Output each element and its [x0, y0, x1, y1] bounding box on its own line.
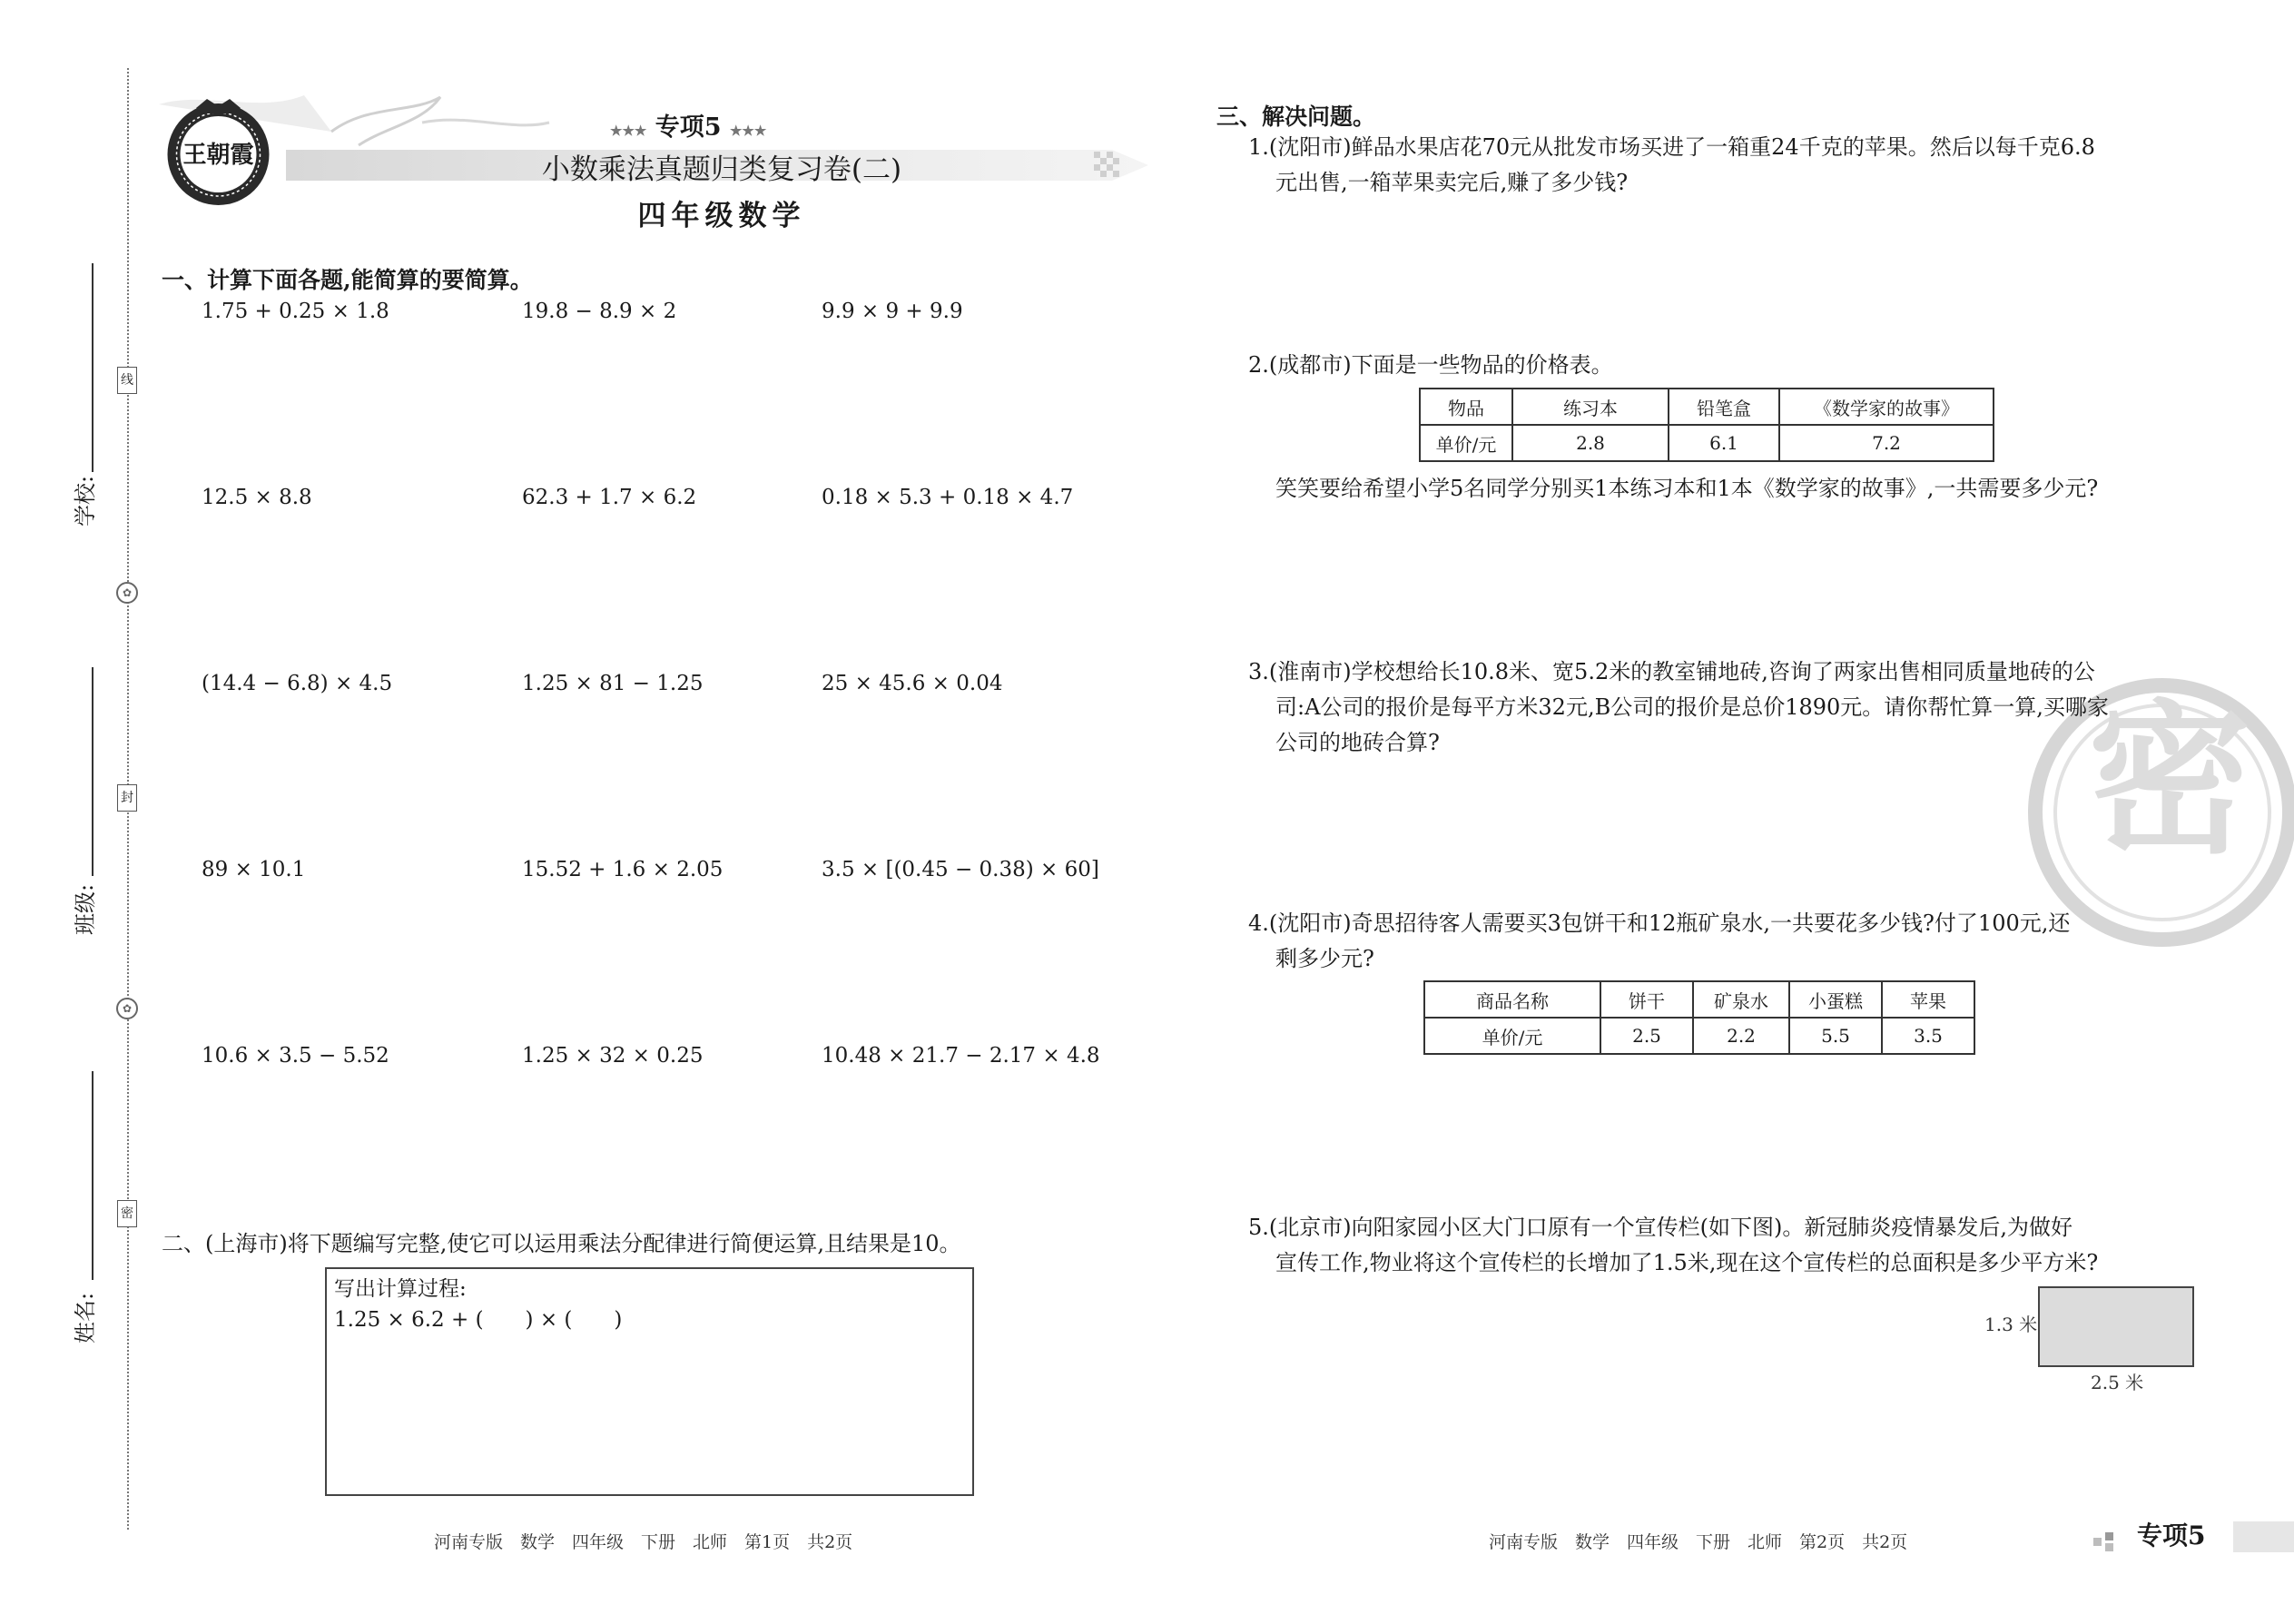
problem-4-line-1: 4.(沈阳市)奇思招待客人需要买3包饼干和12瓶矿泉水,一共要花多少钱?付了100元,还 [1248, 910, 2071, 936]
answer-box-label: 写出计算过程: [334, 1277, 467, 1301]
star-decoration-icon: ★★★ [729, 123, 767, 139]
calc-problem: (14.4 − 6.8) × 4.5 [202, 672, 393, 695]
seal-knot-icon: ✿ [116, 998, 138, 1019]
problem-3 [1248, 655, 2109, 761]
calc-problem: 10.6 × 3.5 − 5.52 [202, 1044, 389, 1068]
seal-line-box: 线 [117, 367, 137, 394]
section-1-heading: 一、计算下面各题,能简算的要简算。 [162, 267, 533, 293]
name-label: 姓名: [73, 1292, 98, 1343]
calc-problem: 19.8 − 8.9 × 2 [522, 300, 677, 323]
answer-box [325, 1267, 974, 1496]
calc-problem: 62.3 + 1.7 × 6.2 [522, 486, 697, 509]
table-cell: 物品 [1420, 389, 1512, 425]
calc-problem: 3.5 × [(0.45 − 0.38) × 60] [822, 858, 1099, 881]
calc-problem: 12.5 × 8.8 [202, 486, 312, 509]
price-table-1 [1419, 388, 1994, 462]
calc-problem: 89 × 10.1 [202, 858, 306, 881]
table-row [1420, 425, 1994, 461]
problem-5-line-2: 宣传工作,物业将这个宣传栏的长增加了1.5米,现在这个宣传栏的总面积是多少平方米? [1275, 1250, 2099, 1275]
seal-feng-box: 封 [117, 784, 137, 812]
watermark-text: 密 [2088, 684, 2252, 876]
problem-2-line-2: 笑笑要给希望小学5名同学分别买1本练习本和1本《数学家的故事》,一共需要多少元? [1275, 476, 2099, 501]
table-cell: 2.8 [1512, 425, 1669, 461]
school-label: 学校: [73, 475, 98, 527]
table-row [1420, 389, 1994, 425]
bulletin-board-figure [2038, 1286, 2194, 1367]
problem-1-line-2: 元出售,一箱苹果卖完后,赚了多少钱? [1275, 170, 1629, 195]
problem-4 [1248, 906, 2070, 977]
problem-2-line-1: 2.(成都市)下面是一些物品的价格表。 [1248, 352, 1613, 378]
table-cell: 铅笔盒 [1669, 389, 1779, 425]
table-cell: 矿泉水 [1693, 981, 1789, 1018]
problem-5 [1248, 1210, 2098, 1281]
answer-box-expression: 1.25 × 6.2 + ( ) × ( ) [334, 1308, 623, 1332]
page-title: 小数乘法真题归类复习卷(二) [541, 153, 902, 186]
table-cell: 小蛋糕 [1789, 981, 1882, 1018]
calc-problem: 25 × 45.6 × 0.04 [822, 672, 1003, 695]
problem-3-line-2: 司:A公司的报价是每平方米32元,B公司的报价是总价1890元。请你帮忙算一算,买哪家 [1275, 694, 2109, 720]
table-cell: 单价/元 [1424, 1018, 1600, 1054]
table-cell: 苹果 [1882, 981, 1974, 1018]
figure-width-label: 2.5 米 [2091, 1372, 2144, 1393]
table-cell: 2.5 [1600, 1018, 1693, 1054]
problem-3-line-1: 3.(淮南市)学校想给长10.8米、宽5.2米的教室铺地砖,咨询了两家出售相同质量地砖的公 [1248, 659, 2095, 684]
footer-left: 河南专版 数学 四年级 下册 北师 第1页 共2页 [434, 1532, 853, 1552]
logo-text: 王朝霞 [182, 142, 254, 169]
school-underline [92, 263, 94, 472]
class-underline [92, 667, 94, 876]
name-underline [92, 1071, 94, 1280]
problem-5-line-1: 5.(北京市)向阳家园小区大门口原有一个宣传栏(如下图)。新冠肺炎疫情暴发后,为做好 [1248, 1215, 2072, 1240]
header-special-line [610, 107, 766, 143]
calc-problem: 9.9 × 9 + 9.9 [822, 300, 963, 323]
page-subtitle: 四年级数学 [637, 200, 806, 232]
problem-3-line-3: 公司的地砖合算? [1275, 730, 1440, 755]
table-cell: 《数学家的故事》 [1779, 389, 1994, 425]
footer-tag: 专项5 [2137, 1521, 2206, 1550]
section-2-heading: 二、(上海市)将下题编写完整,使它可以运用乘法分配律进行简便运算,且结果是10。 [162, 1231, 961, 1256]
table-cell: 3.5 [1882, 1018, 1974, 1054]
seal-mi-box: 密 [117, 1200, 137, 1227]
section-3-heading: 三、解决问题。 [1216, 103, 1376, 130]
calc-problem: 1.25 × 32 × 0.25 [522, 1044, 704, 1068]
footer-right: 河南专版 数学 四年级 下册 北师 第2页 共2页 [1489, 1532, 1908, 1552]
class-label: 班级: [73, 883, 98, 935]
table-cell: 商品名称 [1424, 981, 1600, 1018]
price-table-2 [1423, 980, 1975, 1055]
calc-problem: 1.25 × 81 − 1.25 [522, 672, 704, 695]
table-cell: 单价/元 [1420, 425, 1512, 461]
table-row [1424, 981, 1974, 1018]
table-cell: 5.5 [1789, 1018, 1882, 1054]
figure-height-label: 1.3 米 [1984, 1314, 2038, 1335]
table-cell: 饼干 [1600, 981, 1693, 1018]
special-label: 专项5 [655, 113, 722, 142]
problem-1 [1248, 130, 2095, 201]
calc-problem: 0.18 × 5.3 + 0.18 × 4.7 [822, 486, 1074, 509]
calc-problem: 10.48 × 21.7 − 2.17 × 4.8 [822, 1044, 1100, 1068]
calc-problem: 15.52 + 1.6 × 2.05 [522, 858, 724, 881]
problem-1-line-1: 1.(沈阳市)鲜品水果店花70元从批发市场买进了一箱重24千克的苹果。然后以每千克6.8 [1248, 134, 2095, 160]
table-cell: 7.2 [1779, 425, 1994, 461]
table-row [1424, 1018, 1974, 1054]
calc-problem: 1.75 + 0.25 × 1.8 [202, 300, 389, 323]
table-cell: 2.2 [1693, 1018, 1789, 1054]
seal-knot-icon: ✿ [116, 582, 138, 604]
table-cell: 练习本 [1512, 389, 1669, 425]
problem-4-line-2: 剩多少元? [1275, 946, 1374, 971]
table-cell: 6.1 [1669, 425, 1779, 461]
star-decoration-icon: ★★★ [610, 123, 647, 139]
